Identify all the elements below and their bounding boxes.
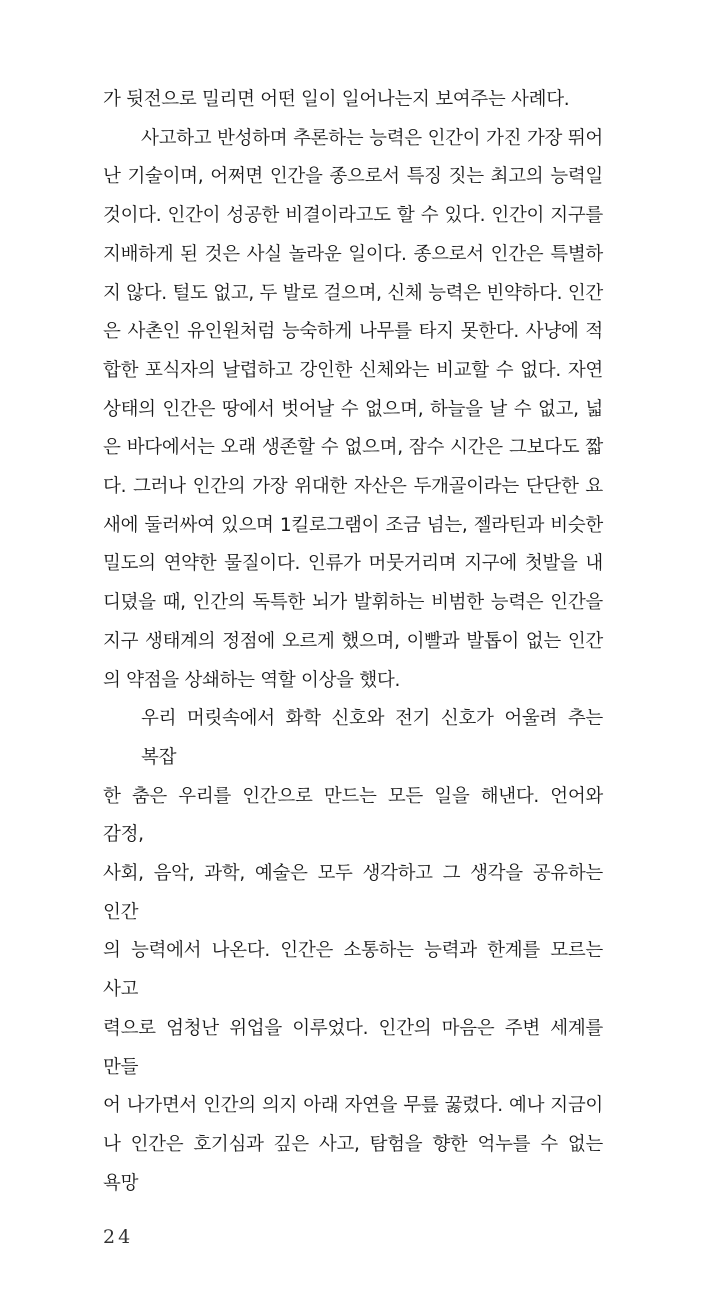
text-line: 의 능력에서 나온다. 인간은 소통하는 능력과 한계를 모르는 사고 — [103, 940, 603, 1001]
text-line: 것이다. 인간이 성공한 비결이라고도 할 수 있다. 인간이 지구를 — [103, 205, 603, 227]
text-line: 지 않다. 털도 없고, 두 발로 걸으며, 신체 능력은 빈약하다. 인간 — [103, 282, 603, 304]
text-line: 의 약점을 상쇄하는 역할 이상을 했다. — [103, 669, 401, 691]
text-line: 밀도의 연약한 물질이다. 인류가 머뭇거리며 지구에 첫발을 내 — [103, 553, 603, 575]
text-line: 가 뒷전으로 밀리면 어떤 일이 일어나는지 보여주는 사례다. — [103, 89, 570, 110]
text-line: 우리 머릿속에서 화학 신호와 전기 신호가 어울려 추는 복잡 — [141, 708, 603, 768]
paragraph-brain — [103, 700, 603, 1203]
page-number: 24 — [103, 1226, 134, 1249]
paragraph-reasoning — [103, 120, 603, 701]
paragraph-continuation — [103, 81, 603, 120]
text-line: 어 나가면서 인간의 의지 아래 자연을 무릎 꿇렸다. 예나 지금이 — [103, 1095, 603, 1117]
text-line: 지구 생태계의 정점에 오르게 했으며, 이빨과 발톱이 없는 인간 — [103, 630, 603, 652]
text-line: 나 인간은 호기심과 깊은 사고, 탐험을 향한 억누를 수 없는 욕망 — [103, 1133, 603, 1194]
text-line: 지배하게 된 것은 사실 놀라운 일이다. 종으로서 인간은 특별하 — [103, 243, 603, 265]
text-line: 사고하고 반성하며 추론하는 능력은 인간이 가진 가장 뛰어 — [141, 127, 603, 149]
text-line: 합한 포식자의 날렵하고 강인한 신체와는 비교할 수 없다. 자연 — [103, 359, 603, 381]
text-line: 디뎠을 때, 인간의 독특한 뇌가 발휘하는 비범한 능력은 인간을 — [103, 592, 603, 614]
text-line: 한 춤은 우리를 인간으로 만드는 모든 일을 해낸다. 언어와 감정, — [103, 785, 603, 846]
text-line: 은 바다에서는 오래 생존할 수 없으며, 잠수 시간은 그보다도 짧 — [103, 437, 603, 459]
text-line: 새에 둘러싸여 있으며 1킬로그램이 조금 넘는, 젤라틴과 비슷한 — [103, 514, 603, 536]
body-text — [103, 81, 603, 1203]
text-line: 사회, 음악, 과학, 예술은 모두 생각하고 그 생각을 공유하는 인간 — [103, 863, 603, 923]
text-line: 은 사촌인 유인원처럼 능숙하게 나무를 타지 못한다. 사냥에 적 — [103, 321, 603, 343]
text-line: 상태의 인간은 땅에서 벗어날 수 없으며, 하늘을 날 수 없고, 넓 — [103, 398, 603, 420]
text-line: 력으로 엄청난 위업을 이루었다. 인간의 마음은 주변 세계를 만들 — [103, 1017, 603, 1078]
text-line: 난 기술이며, 어쩌면 인간을 종으로서 특징 짓는 최고의 능력일 — [103, 166, 603, 188]
text-line: 다. 그러나 인간의 가장 위대한 자산은 두개골이라는 단단한 요 — [103, 476, 603, 498]
